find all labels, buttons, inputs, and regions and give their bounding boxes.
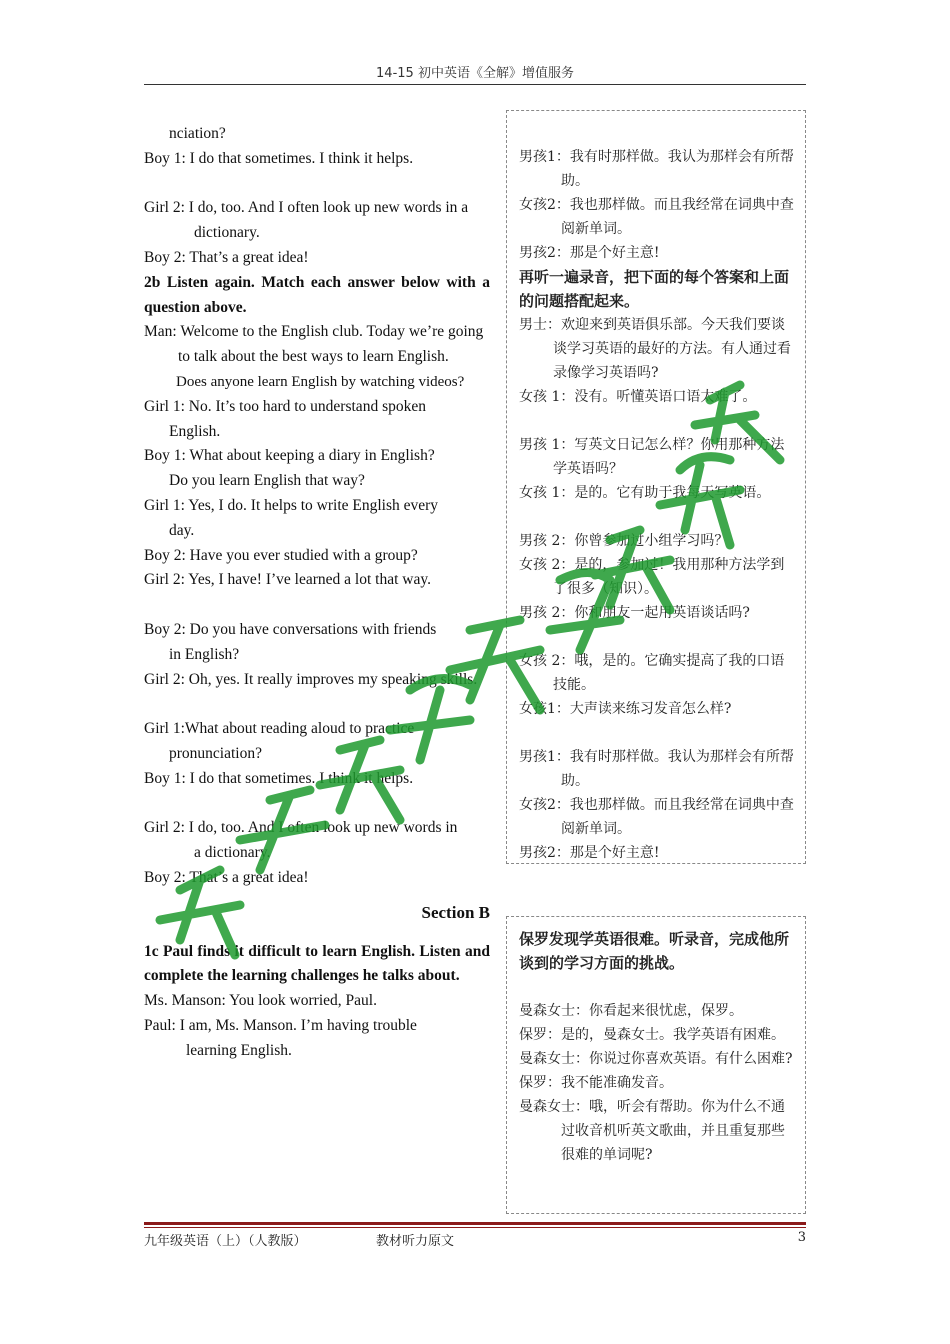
transcript-line: to talk about the best ways to learn English.	[178, 348, 449, 366]
transcript-line: Boy 1: I do that sometimes. I think it helps.	[144, 769, 414, 787]
translation-line: 女孩 1：是的。它有助于我每天写英语。	[519, 485, 771, 501]
transcript-line: day.	[169, 521, 195, 539]
page-header: 14-15 初中英语《全解》增值服务	[376, 66, 574, 81]
transcript-line: learning English.	[186, 1041, 292, 1059]
exercise-instruction-2b: 2b Listen again. Match each answer below with a question above.	[144, 273, 490, 316]
transcript-line: Do you learn English that way?	[169, 472, 365, 490]
translation-instruction: 再听一遍录音，把下面的每个答案和上面的问题搭配起来。	[519, 268, 790, 310]
translation-line: 男孩1：我有时那样做。我认为那样会有所帮助。	[519, 749, 794, 789]
translation-line: 女孩2：我也那样做。而且我经常在词典中查阅新单词。	[519, 197, 794, 237]
transcript-line: Girl 2: Yes, I have! I’ve learned a lot that way.	[144, 571, 431, 589]
transcript-line: in English?	[169, 645, 240, 663]
translation-line: 男孩2：那是个好主意!	[519, 245, 660, 261]
footer-subject: 教材听力原文	[376, 1234, 455, 1249]
translation-line: 保罗：我不能准确发音。	[519, 1075, 673, 1091]
translation-line: 女孩1：大声读来练习发音怎么样?	[519, 701, 732, 717]
chinese-translation-box-section-b	[506, 916, 806, 1214]
translation-line: 女孩 2：是的，参加过！我用那种方法学到了很多（知识）。	[519, 557, 785, 597]
transcript-line: Does anyone learn English by watching videos?	[176, 373, 465, 390]
translation-line: 女孩 2：哦，是的。它确实提高了我的口语技能。	[519, 653, 785, 693]
section-heading: Section B	[421, 902, 490, 922]
translation-line: 男孩 2：你和朋友一起用英语谈话吗?	[519, 605, 750, 621]
chinese-translation-box	[506, 110, 806, 864]
transcript-line: Girl 2: I do, too. And I often look up new words in a	[144, 199, 469, 217]
transcript-line: Girl 1:What about reading aloud to practice	[144, 720, 415, 738]
footer-rule	[144, 1222, 806, 1225]
transcript-line: Boy 2: Do you have conversations with friends	[144, 620, 437, 638]
translation-line: 男士：欢迎来到英语俱乐部。今天我们要谈谈学习英语的最好的方法。有人通过看录像学习英语吗?	[519, 317, 791, 381]
translation-line: 曼森女士：你说过你喜欢英语。有什么困难?	[519, 1051, 793, 1067]
transcript-line: Boy 1: What about keeping a diary in English?	[144, 447, 435, 465]
footer-rule-thin	[144, 1227, 806, 1228]
english-transcript-column	[144, 122, 490, 1063]
transcript-line: Boy 2: That’s a great idea!	[144, 868, 309, 886]
exercise-instruction-1c: 1c Paul finds it difficult to learn English. Listen and complete the learning challenges he talks about.	[144, 942, 490, 985]
transcript-line: Boy 1: I do that sometimes. I think it helps.	[144, 149, 414, 167]
transcript-line: Paul: I am, Ms. Manson. I’m having trouble	[144, 1016, 417, 1034]
translation-instruction: 保罗发现学英语很难。听录音，完成他所谈到的学习方面的挑战。	[519, 930, 790, 972]
translation-line: 女孩 1：没有。听懂英语口语太难了。	[519, 389, 757, 405]
transcript-line: Girl 2: I do, too. And I often look up new words in	[144, 819, 458, 837]
transcript-line: Girl 2: Oh, yes. It really improves my speaking skills.	[144, 670, 478, 688]
transcript-line: Girl 1: Yes, I do. It helps to write English every	[144, 496, 439, 514]
transcript-line: Girl 1: No. It’s too hard to understand spoken	[144, 397, 426, 415]
transcript-line: Boy 2: That’s a great idea!	[144, 248, 309, 266]
header-rule	[144, 84, 806, 85]
translation-line: 曼森女士：你看起来很忧虑，保罗。	[519, 1003, 743, 1019]
translation-line: 女孩2：我也那样做。而且我经常在词典中查阅新单词。	[519, 797, 794, 837]
transcript-line: dictionary.	[194, 224, 260, 242]
transcript-line: Ms. Manson: You look worried, Paul.	[144, 992, 377, 1010]
footer-book-title: 九年级英语（上）（人教版）	[144, 1234, 307, 1249]
transcript-line: Boy 2: Have you ever studied with a group?	[144, 546, 418, 564]
transcript-line: a dictionary.	[194, 844, 271, 862]
translation-line: 男孩 1：写英文日记怎么样？你用那种方法学英语吗？	[519, 437, 785, 477]
translation-line: 男孩2：那是个好主意!	[519, 845, 660, 861]
transcript-line: Man: Welcome to the English club. Today we’re going	[144, 323, 484, 341]
transcript-line: nciation?	[169, 125, 226, 142]
transcript-line: pronunciation?	[169, 744, 262, 762]
translation-line: 男孩 2：你曾参加过小组学习吗？	[519, 533, 729, 549]
translation-line: 保罗：是的，曼森女士。我学英语有困难。	[519, 1027, 785, 1043]
translation-line: 曼森女士：哦，听会有帮助。你为什么不通过收音机听英文歌曲，并且重复那些很难的单词呢?	[519, 1099, 785, 1163]
translation-line: 男孩1：我有时那样做。我认为那样会有所帮助。	[519, 149, 794, 189]
page-number: 3	[797, 1230, 806, 1245]
transcript-line: English.	[169, 422, 221, 440]
